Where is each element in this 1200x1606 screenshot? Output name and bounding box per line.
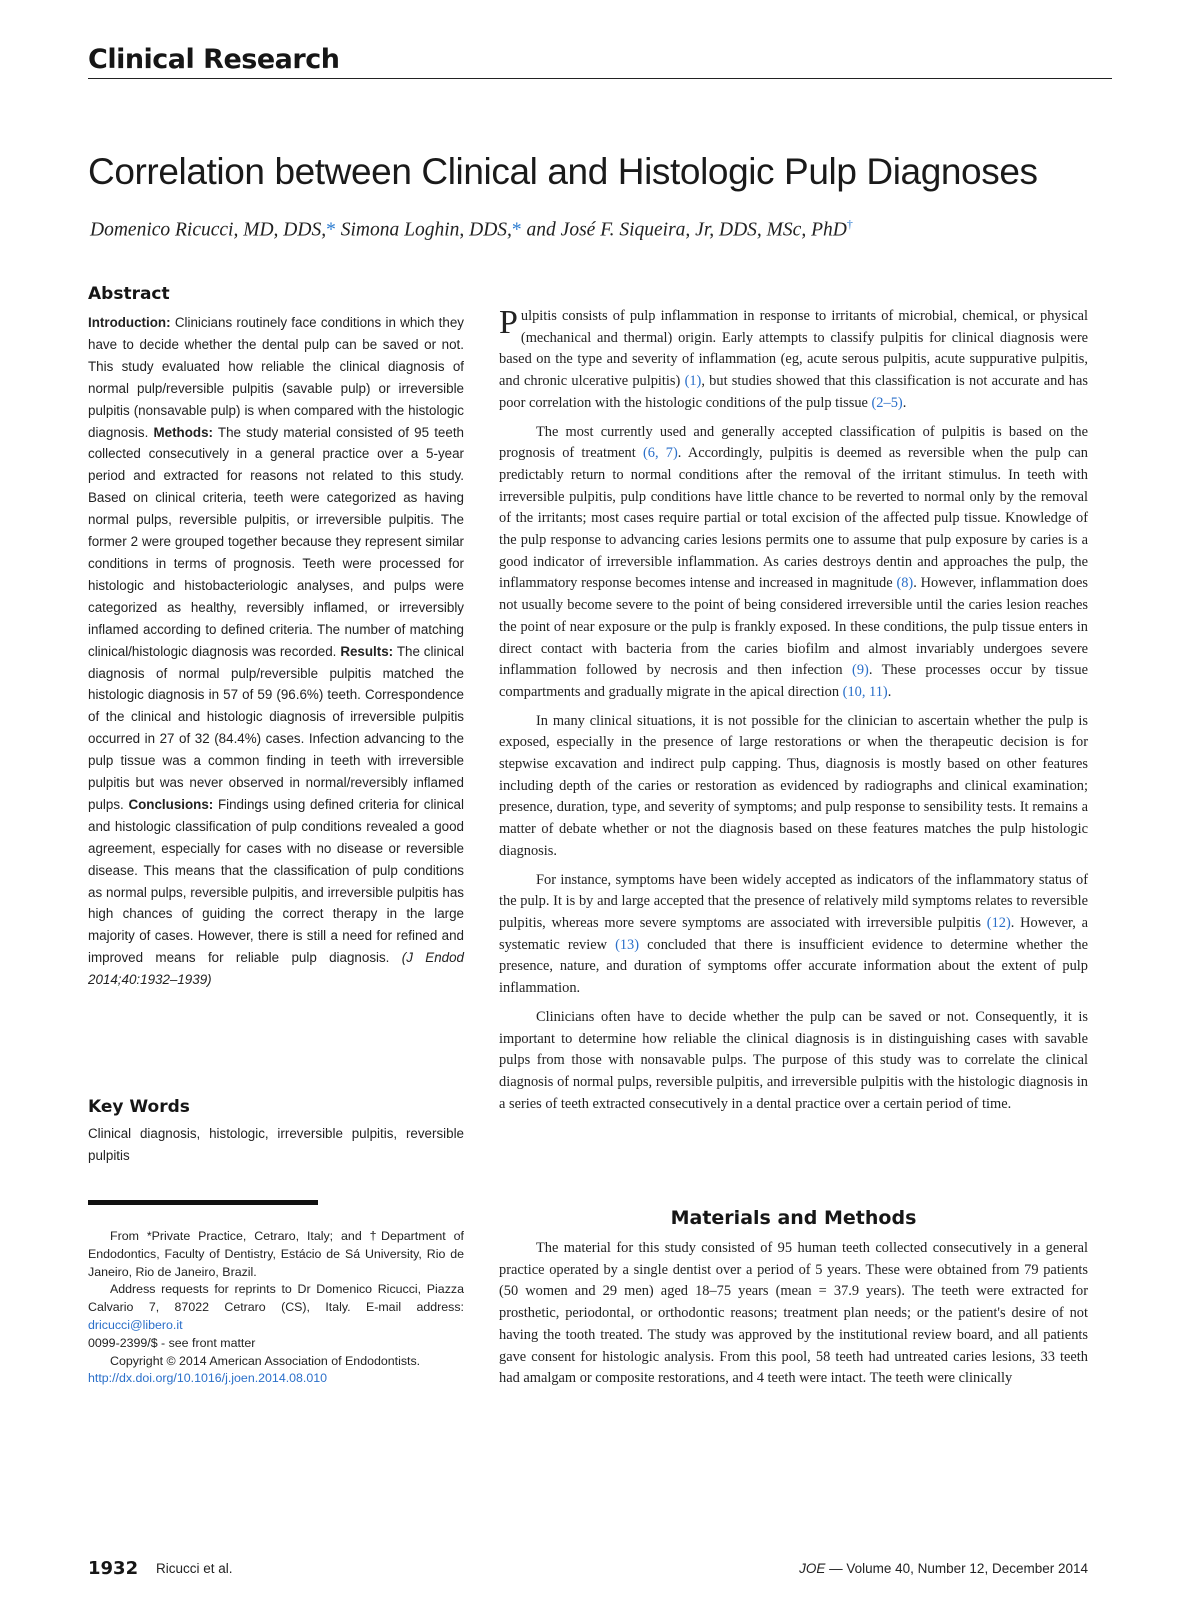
affiliation-note: From *Private Practice, Cetraro, Italy; and †Department of Endodontics, Faculty of Dentistry, Estácio de Sá University, Rio de Janeiro, Rio de Janeiro, Brazil. <box>88 1229 464 1279</box>
body-text: For instance, symptoms have been widely accepted as indicators of the inflammatory status of the pulp. It is by and large accepted that the presence of relatively mild symptoms relates to reversible pulpitis, whereas more severe symptoms are associated with irreversible pulpitis <box>499 871 1088 931</box>
body-paragraph: The material for this study consisted of 95 human teeth collected consecutively in a general practice operated by a single dentist over a period of 5 years. These were obtained from 79 patients (50 women and 29 men) aged 18–75 years (mean = 37.9 years). The teeth were extracted for prosthetic, periodontal, or orthodontic reasons; treatment plan needs; or the patient's desire of not having the tooth treated. The study was approved by the institutional review board, and all patients gave consent for histologic analysis. From this pool, 58 teeth had untreated caries lesions, 33 teeth had amalgam or composite restorations, and 4 teeth were intact. The teeth were clinically <box>499 1240 1088 1387</box>
citation-link[interactable]: (9) <box>852 662 869 679</box>
materials-methods-column <box>499 1238 1088 1390</box>
footnotes <box>88 1228 464 1388</box>
body-text: . <box>902 394 907 411</box>
section-label: Clinical Research <box>88 44 340 75</box>
citation-link[interactable]: (1) <box>684 373 702 390</box>
results-label: Results: <box>340 643 394 659</box>
article-title: Correlation between Clinical and Histologic Pulp Diagnoses <box>88 151 1038 192</box>
body-paragraph: In many clinical situations, it is not possible for the clinician to ascertain whether the pulp is exposed, especially in the presence of large restorations or when the therapeutic decision is for stepwise excavation and indirect pulp capping. Thus, diagnosis is mostly based on other features including depth of the caries or restoration as evidenced by radiographs and clinical examination; presence, duration, type, and severity of symptoms; and pulp response to sensibility tests. It remains a matter of debate whether or not the diagnosis based on these features matches the pulp histologic diagnosis. <box>499 712 1088 859</box>
materials-methods-heading: Materials and Methods <box>670 1207 917 1229</box>
body-text: . <box>887 683 892 700</box>
conclusions-text: Findings using defined criteria for clinical and histologic classification of pulp conditions revealed a good agreement, especially for cases with no disease or reversible disease. This means that the classification of pulp conditions as normal pulps, reversible pulpitis, and irreversible pulpitis has high chances of guiding the correct therapy in the large majority of cases. However, there is still a need for refined and improved means for reliable pulp diagnosis. <box>88 796 464 966</box>
body-column <box>499 306 1088 1122</box>
citation-link[interactable]: (2–5) <box>871 394 903 411</box>
author-ricucci: Domenico Ricucci, MD, DDS, <box>90 219 327 241</box>
body-text: , but studies showed that this classification is not accurate and has poor correlation with the histologic conditions of the pulp tissue <box>499 373 1088 411</box>
body-text: concluded that there is insufficient evidence to determine whether the presence, nature, and duration of symptoms offer accurate information about the extent of pulp inflammation. <box>499 936 1088 997</box>
citation-link[interactable]: (10, 11) <box>842 683 888 700</box>
running-author: Ricucci et al. <box>156 1561 233 1576</box>
body-paragraph: Clinicians often have to decide whether the pulp can be saved or not. Consequently, it is important to determine how reliable the clinical diagnosis is in distinguishing cases with savable pulps from those with nonsavable pulps. The purpose of this study was to correlate the clinical diagnosis of normal pulps, reversible pulpitis, and irreversible pulpitis with the histologic diagnosis in a series of teeth extracted consecutively in a dental practice over a certain period of time. <box>499 1008 1088 1112</box>
body-text: The most currently used and generally accepted classification of pulpitis is based on the prognosis of treatment <box>499 423 1088 462</box>
citation-link[interactable]: (8) <box>896 575 914 592</box>
affiliation-mark[interactable]: † <box>846 217 853 231</box>
key-words-text: Clinical diagnosis, histologic, irreversible pulpitis, reversible pulpitis <box>88 1126 464 1163</box>
journal-volume: — Volume 40, Number 12, December 2014 <box>829 1561 1088 1576</box>
body-text: . However, inflammation does not usually become severe to the point of being considered irreversible until the caries lesion reaches the point of near exposure or the pulp is frankly exposed. In these conditions, the pulp tissue enters in direct contact with bacteria from the caries biofilm and almost invariably undergoes severe inflammation followed by necrosis and then infection <box>499 575 1088 679</box>
page-number: 1932 <box>88 1558 139 1579</box>
results-text: The clinical diagnosis of normal pulp/reversible pulpitis matched the histologic diagnosis in 57 of 59 (96.6%) teeth. Correspondence of the clinical and histologic diagnosis of irreversible pulpitis occurred in 27 of 32 (84.4%) cases. Infection advancing to the pulp tissue was a common finding in teeth with irreversible pulpitis but was never observed in normal/reversibly inflamed pulps. <box>88 643 464 812</box>
author-loghin: Simona Loghin, DDS, <box>340 219 512 241</box>
journal-abbrev: JOE <box>799 1561 826 1576</box>
affiliation-mark[interactable]: * <box>326 219 336 241</box>
body-text: . However, a systematic review <box>499 914 1088 953</box>
reprint-address <box>88 1281 464 1334</box>
author-siqueira: and José F. Siqueira, Jr, DDS, MSc, PhD <box>526 219 847 241</box>
intro-label: Introduction: <box>88 315 171 330</box>
body-text: . Accordingly, pulpitis is deemed as reversible when the pulp can predictably return to normal conditions after the removal of the irritant stimulus. In teeth with irreversible pulpitis, pulp conditions have little chance to be reverted to normal only by the removal of the irritants; most cases require partial or total excision of the affected pulp tissue. Knowledge of the pulp response to advancing caries lesions permits one to assume that pulp exposure by caries is a good indicator of irreversible inflammation. As caries destroys dentin and approaches the pulp, the inflammatory response becomes intense and increased in magnitude <box>499 445 1088 592</box>
methods-text: The study material consisted of 95 teeth collected consecutively in a general practice over a 5-year period and extracted for reasons not related to this study. Based on clinical criteria, teeth were categorized as having normal pulps, reversible pulpitis, or irreversible pulpitis. The former 2 were grouped together because they represent similar conditions in terms of prognosis. Teeth were processed for histologic and histobacteriologic analyses, and pulps were categorized as healthy, reversibly inflamed, or irreversibly inflamed according to defined criteria. The number of matching clinical/histologic diagnosis was recorded. <box>88 424 464 659</box>
citation-link[interactable]: (12) <box>986 914 1011 931</box>
footnote-rule <box>88 1200 318 1205</box>
body-paragraph <box>499 870 1088 1000</box>
citation-link[interactable]: (13) <box>615 936 640 953</box>
body-paragraph <box>499 306 1088 415</box>
citation-link[interactable]: (6, 7) <box>642 445 678 462</box>
drop-cap: P <box>499 304 518 341</box>
key-words-heading: Key Words <box>88 1097 190 1117</box>
email-link[interactable]: dricucci@libero.it <box>88 1317 183 1332</box>
doi-link[interactable]: http://dx.doi.org/10.1016/j.joen.2014.08.010 <box>88 1371 328 1386</box>
header-rule <box>88 78 1112 79</box>
address-text: Address requests for reprints to Dr Domenico Ricucci, Piazza Calvario 7, 87022 Cetraro (CS), Italy. E-mail address: <box>88 1282 464 1315</box>
abstract-heading: Abstract <box>88 284 170 304</box>
affiliation-mark[interactable]: * <box>511 219 522 241</box>
abstract-citation: (J Endod 2014;40:1932–1939) <box>88 950 464 988</box>
copyright-line: Copyright © 2014 American Association of Endodontists. <box>110 1353 421 1368</box>
issn-line: 0099-2399/$ - see front matter <box>88 1335 256 1350</box>
methods-label: Methods: <box>153 424 213 440</box>
body-text: . These processes occur by tissue compartments and gradually migrate in the apical direction <box>499 662 1088 700</box>
conclusions-label: Conclusions: <box>128 796 214 812</box>
intro-text: Clinicians routinely face conditions in which they have to decide whether the dental pulp can be saved or not. This study evaluated how reliable the clinical diagnosis of normal pulp/reversible pulpitis (savable pulp) or irreversible pulpitis (nonsavable pulp) is when compared with the histologic diagnosis. <box>88 315 464 440</box>
abstract-text <box>88 312 464 991</box>
doi-line <box>88 1370 464 1388</box>
body-paragraph <box>499 422 1088 704</box>
journal-info <box>799 1561 1088 1576</box>
author-line <box>90 217 853 242</box>
body-text: ulpitis consists of pulp inflammation in response to irritants of microbial, chemical, or physical (mechanical and thermal) origin. Early attempts to classify pulpitis for clinical diagnosis were based on the type and severity of inflammation (eg, acute serous pulpitis, acute suppurative pulpitis, and chronic ulcerative pulpitis) <box>499 308 1088 390</box>
